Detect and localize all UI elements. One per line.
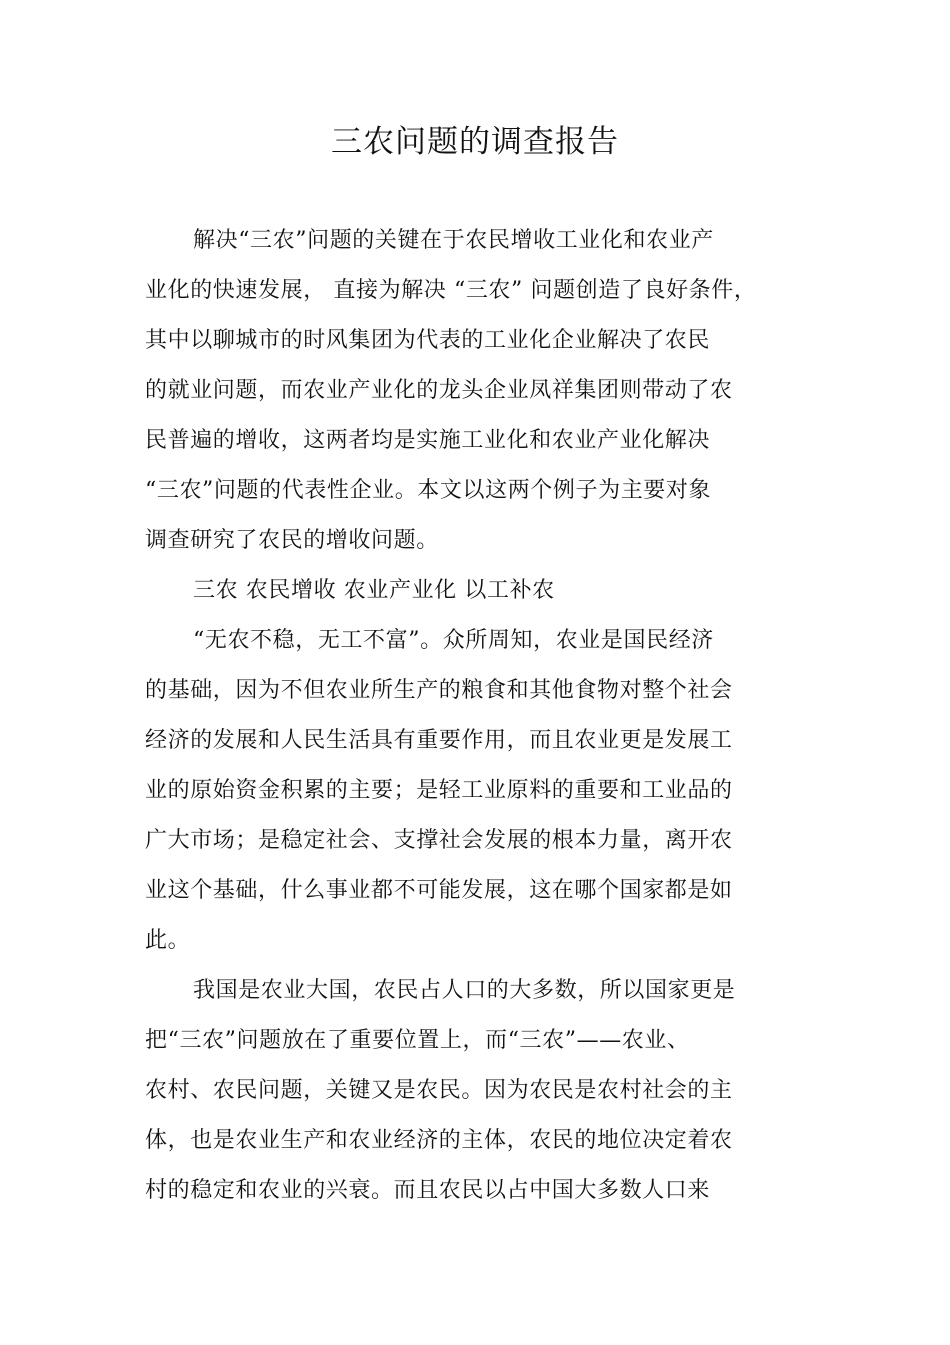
body-line: 农村、农民问题，关键又是农民。因为农民是农村社会的主 — [145, 1078, 733, 1103]
body-line: 业的原始资金积累的主要；是轻工业原料的重要和工业品的 — [145, 778, 733, 803]
body-line: 此。 — [145, 928, 191, 953]
body-line: 村的稳定和农业的兴衰。而且农民以占中国大多数人口来 — [145, 1178, 711, 1203]
body-line: “无农不稳，无工不富”。众所周知，农业是国民经济 — [193, 628, 714, 653]
abstract-line: 民普遍的增收，这两者均是实施工业化和农业产业化解决 — [145, 428, 711, 453]
document-title: 三农问题的调查报告 — [331, 124, 619, 160]
body-line: 我国是农业大国，农民占人口的大多数，所以国家更是 — [193, 978, 736, 1003]
body-line: 业这个基础，什么事业都不可能发展，这在哪个国家都是如 — [145, 878, 733, 903]
abstract-line: “三农”问题的代表性企业。本文以这两个例子为主要对象 — [145, 478, 712, 503]
abstract-line: 解决“三农”问题的关键在于农民增收工业化和农业产 — [193, 228, 714, 253]
body-line: 的基础，因为不但农业所生产的粮食和其他食物对整个社会 — [145, 678, 733, 703]
abstract-line: 的就业问题，而农业产业化的龙头企业凤祥集团则带动了农 — [145, 378, 733, 403]
body-line: 把“三农”问题放在了重要位置上，而“三农”——农业、 — [145, 1028, 690, 1053]
body-line: 体，也是农业生产和农业经济的主体，农民的地位决定着农 — [145, 1128, 733, 1153]
abstract-line: 业化的快速发展， 直接为解决 “三农” 问题创造了良好条件， — [145, 278, 757, 303]
keywords-line: 三农 农民增收 农业产业化 以工补农 — [193, 578, 555, 603]
body-line: 经济的发展和人民生活具有重要作用，而且农业更是发展工 — [145, 728, 733, 753]
abstract-line: 其中以聊城市的时风集团为代表的工业化企业解决了农民 — [145, 328, 711, 353]
abstract-line: 调查研究了农民的增收问题。 — [145, 528, 439, 553]
body-line: 广大市场；是稳定社会、支撑社会发展的根本力量，离开农 — [145, 828, 733, 853]
